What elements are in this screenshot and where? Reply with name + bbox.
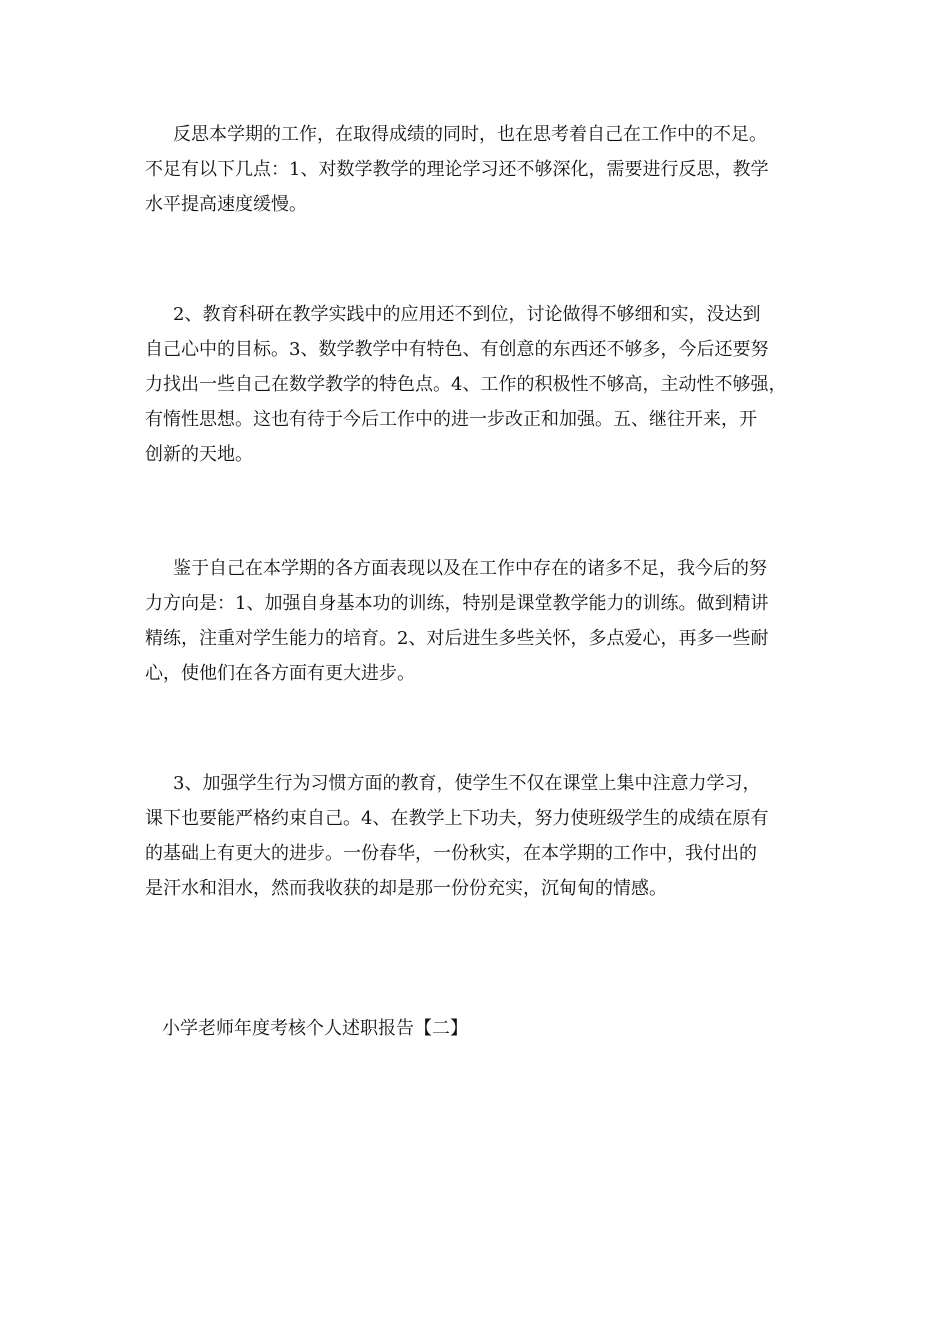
paragraph-student-habits	[145, 766, 825, 906]
section-heading: 小学老师年度考核个人述职报告【二】	[162, 1018, 468, 1039]
paragraph-line: 力方向是：1、加强自身基本功的训练，特别是课堂教学能力的训练。做到精讲	[145, 593, 769, 614]
paragraph-line: 精练，注重对学生能力的培育。2、对后进生多些关怀，多点爱心，再多一些耐	[145, 628, 769, 649]
paragraph-reflection	[145, 117, 825, 222]
paragraph-line: 不足有以下几点：1、对数学教学的理论学习还不够深化，需要进行反思，教学	[145, 159, 769, 180]
paragraph-line: 3、加强学生行为习惯方面的教育，使学生不仅在课堂上集中注意力学习，	[173, 773, 761, 794]
paragraph-shortcomings	[145, 297, 825, 472]
paragraph-line: 力找出一些自己在数学教学的特色点。4、工作的积极性不够高，主动性不够强，	[145, 374, 787, 395]
paragraph-future-direction	[145, 551, 825, 691]
paragraph-line: 鉴于自己在本学期的各方面表现以及在工作中存在的诸多不足，我今后的努	[173, 558, 767, 579]
paragraph-line: 是汗水和泪水，然而我收获的却是那一份份充实，沉甸甸的情感。	[145, 878, 667, 899]
paragraph-line: 水平提高速度缓慢。	[145, 194, 307, 215]
paragraph-line: 课下也要能严格约束自己。4、在教学上下功夫，努力使班级学生的成绩在原有	[145, 808, 769, 829]
paragraph-line: 心，使他们在各方面有更大进步。	[145, 663, 415, 684]
paragraph-line: 自己心中的目标。3、数学教学中有特色、有创意的东西还不够多，今后还要努	[145, 339, 769, 360]
paragraph-line: 2、教育科研在教学实践中的应用还不到位，讨论做得不够细和实，没达到	[173, 304, 761, 325]
paragraph-line: 的基础上有更大的进步。一份春华，一份秋实，在本学期的工作中，我付出的	[145, 843, 757, 864]
paragraph-line: 有惰性思想。这也有待于今后工作中的进一步改正和加强。五、继往开来，开	[145, 409, 757, 430]
paragraph-line: 反思本学期的工作，在取得成绩的同时，也在思考着自己在工作中的不足。	[173, 124, 767, 145]
paragraph-line: 创新的天地。	[145, 444, 253, 465]
